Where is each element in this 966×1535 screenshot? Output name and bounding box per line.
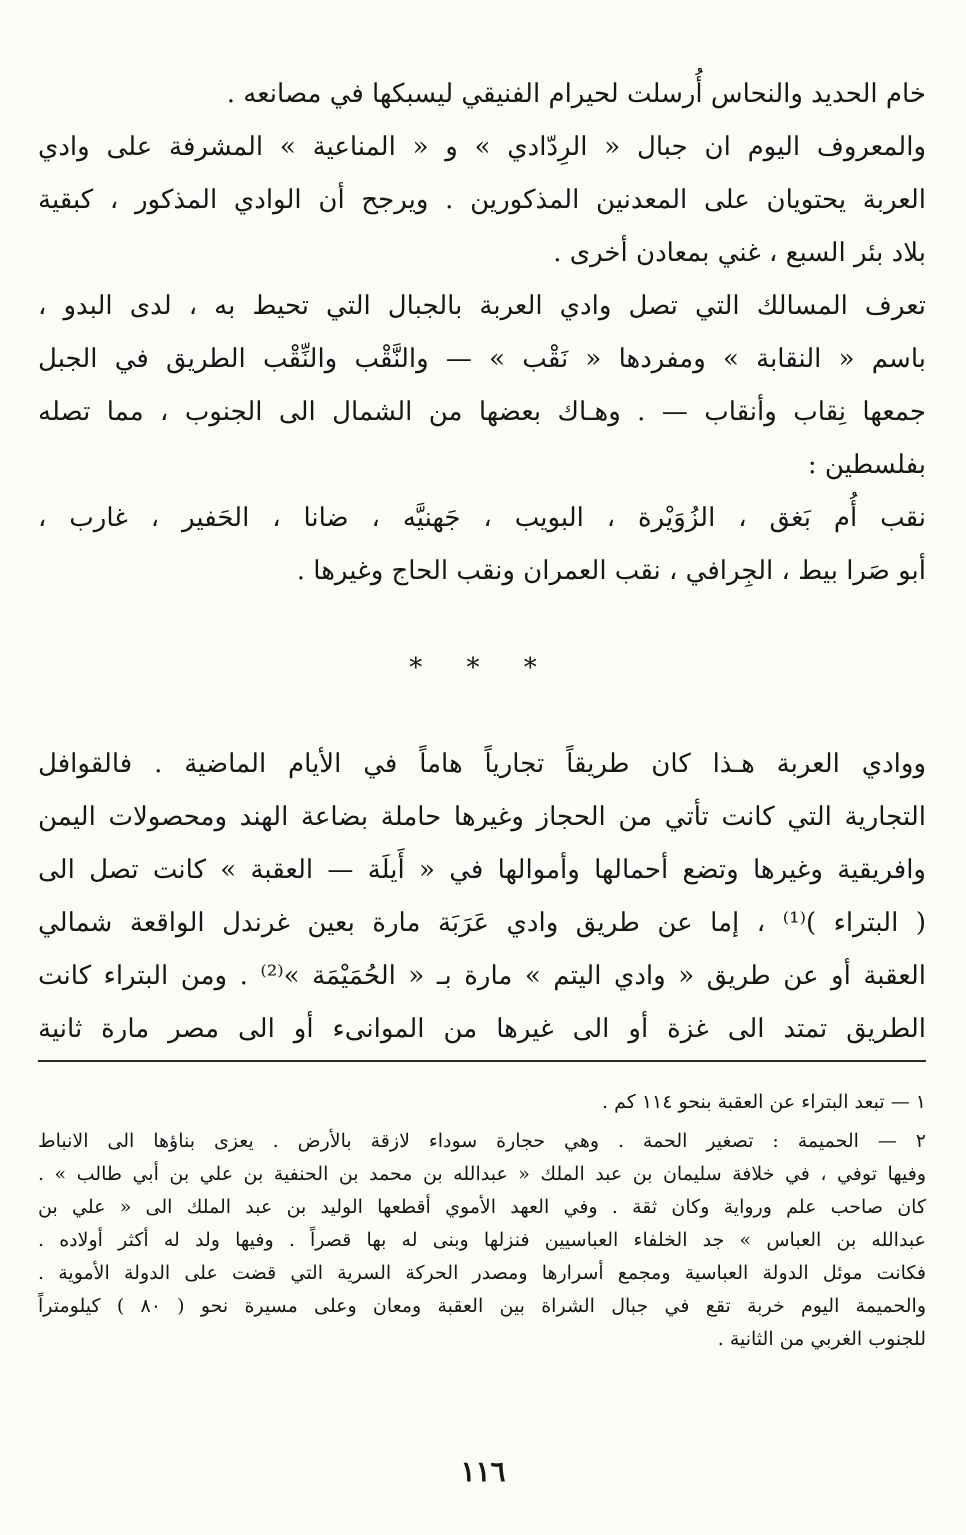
footnote-2-line: ٢ — الحميمة : تصغير الحمة . وهي حجارة سوداء لازقة بالأرض . يعزى بناؤها الى الانباط bbox=[38, 1130, 926, 1152]
page-body bbox=[38, 68, 926, 1056]
text-line: والمعروف اليوم ان جبال « الرِدّادي » و « المناعية » المشرفة على وادي bbox=[38, 132, 926, 162]
text-line: بلاد بئر السبع ، غني بمعادن أخرى . bbox=[553, 238, 926, 268]
section-separator: * * * bbox=[409, 653, 555, 683]
footnote-2-line: للجنوب الغربي من الثانية . bbox=[717, 1328, 926, 1350]
text-line: ووادي العربة هـذا كان طريقاً تجارياً هاماً في الأيام الماضية . فالقوافل bbox=[38, 749, 926, 779]
footnotes bbox=[38, 1086, 926, 1356]
paragraph-2 bbox=[38, 121, 926, 280]
text-line: العقبة أو عن طريق « وادي اليتم » مارة بـ « الحُمَيْمَة »⁽²⁾ . ومن البتراء كانت bbox=[38, 961, 926, 991]
text-line: الطريق تمتد الى غزة أو الى غيرها من الموانىء أو الى مصر مارة ثانية bbox=[38, 1014, 926, 1044]
text-line: تعرف المسالك التي تصل وادي العربة بالجبال التي تحيط به ، لدى البدو ، bbox=[38, 291, 926, 321]
footnote-2-line: والحميمة اليوم خربة تقع في جبال الشراة بين العقبة ومعان وعلى مسيرة نحو ( ٨٠ ) كيلومتراً bbox=[38, 1295, 926, 1317]
footnote-2-line: عبدالله بن العباس » جد الخلفاء العباسيين فنزلها وبنى له بها قصراً . وفيها ولد له أكثر أولاده . bbox=[38, 1229, 926, 1251]
paragraph-3 bbox=[38, 280, 926, 492]
paragraph-5 bbox=[38, 738, 926, 1056]
text-line: نقب أُم بَغق ، الزُوَيْرة ، البويب ، جَهنيَّه ، ضانا ، الحَفير ، غارب ، bbox=[38, 503, 926, 533]
page-number: ١١٦ bbox=[460, 1455, 506, 1488]
text-line: العربة يحتويان على المعدنين المذكورين . ويرجح أن الوادي المذكور ، كبقية bbox=[38, 185, 926, 215]
text-line: خام الحديد والنحاس أُرسلت لحيرام الفنيقي ليسبكها في مصانعه . bbox=[226, 79, 926, 109]
text-line: بفلسطين : bbox=[807, 450, 926, 480]
paragraph-1 bbox=[38, 68, 926, 121]
text-line: ( البتراء )⁽¹⁾ ، إما عن طريق وادي عَرَبَة مارة بعين غرندل الواقعة شمالي bbox=[38, 908, 926, 938]
paragraph-4 bbox=[38, 492, 926, 598]
text-line: أبو صَرا بيط ، الجِرافي ، نقب العمران ونقب الحاج وغيرها . bbox=[296, 556, 926, 586]
text-line: جمعها نِقاب وأنقاب — . وهـاك بعضها من الشمال الى الجنوب ، مما تصله bbox=[38, 397, 926, 427]
footnote-2-line: كان صاحب علم ورواية وكان ثقة . وفي العهد الأموي أقطعها الوليد بن عبد الملك الى « علي بن bbox=[38, 1196, 926, 1218]
footnote-2-line: فكانت موئل الدولة العباسية ومجمع أسرارها ومصدر الحركة السرية التي قضت على الدولة الأموية . bbox=[38, 1262, 926, 1284]
text-line: وافريقية وغيرها وتضع أحمالها وأموالها في « أَيلَة — العقبة » كانت تصل الى bbox=[38, 855, 926, 885]
footnote-2-line: وفيها توفي ، في خلافة سليمان بن عبد الملك « عبدالله بن محمد بن الحنفية بن علي بن أبي طالب » . bbox=[38, 1163, 926, 1185]
text-line: باسم « النقابة » ومفردها « نَقْب » — والنَّقْب والنِّقْب الطريق في الجبل bbox=[38, 344, 926, 374]
footnote-divider bbox=[38, 1060, 926, 1062]
text-line: التجارية التي كانت تأتي من الحجاز وغيرها حاملة بضاعة الهند ومحصولات اليمن bbox=[38, 802, 926, 832]
footnote-1: ١ — تبعد البتراء عن العقبة بنحو ١١٤ كم . bbox=[602, 1091, 926, 1113]
